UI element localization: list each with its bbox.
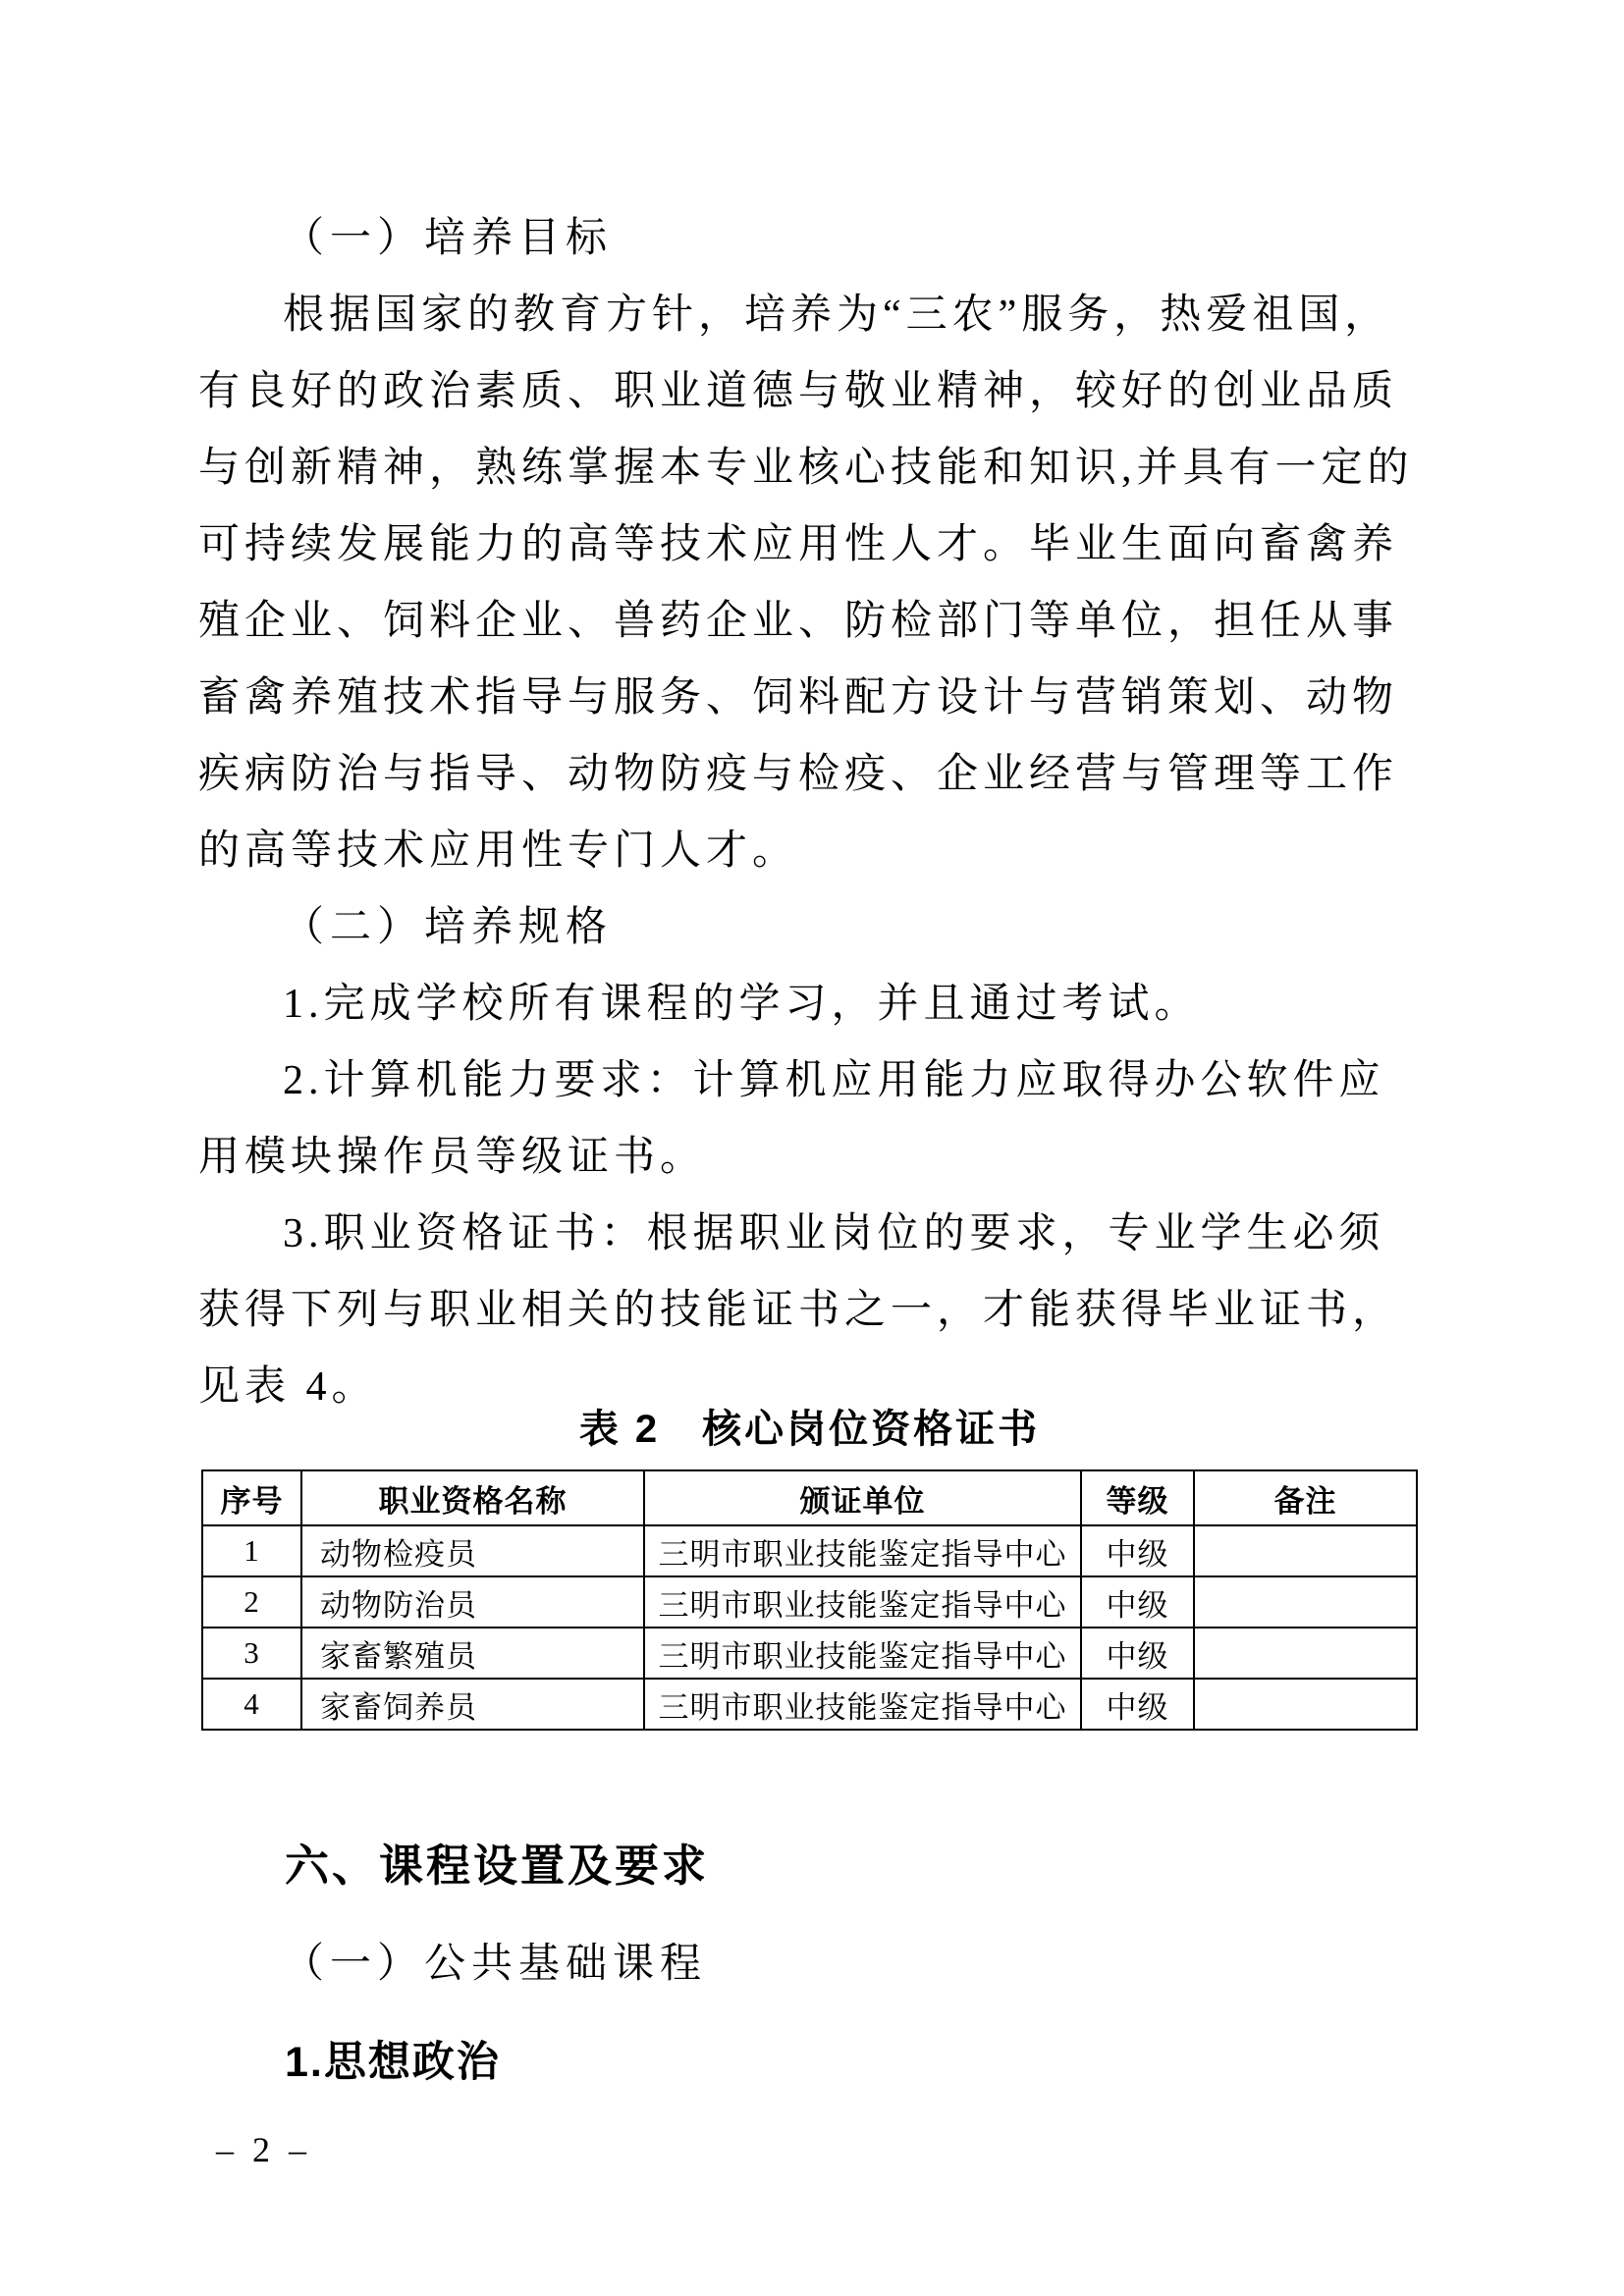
certificate-table — [201, 1469, 1418, 1731]
cell-level: 中级 — [1081, 1628, 1194, 1679]
cell-name: 动物检疫员 — [301, 1525, 644, 1576]
cell-level: 中级 — [1081, 1525, 1194, 1576]
paragraph-line: 3.职业资格证书：根据职业岗位的要求，专业学生必须 — [283, 1211, 1385, 1256]
cell-name: 动物防治员 — [301, 1576, 644, 1628]
paragraph-line: 疾病防治与指导、动物防疫与检疫、企业经营与管理等工作 — [198, 752, 1399, 797]
cell-no: 4 — [202, 1679, 301, 1730]
table-row — [202, 1628, 1417, 1679]
paragraph-line: 有良好的政治素质、职业道德与敬业精神，较好的创业品质 — [198, 369, 1399, 414]
column-header-level: 等级 — [1081, 1470, 1194, 1525]
page-number: – 2 – — [216, 2130, 311, 2169]
column-header-issuer: 颁证单位 — [644, 1470, 1081, 1525]
paragraph-item-3 — [198, 1196, 1421, 1425]
table-row — [202, 1525, 1417, 1576]
cell-level: 中级 — [1081, 1679, 1194, 1730]
table-row — [202, 1679, 1417, 1730]
cell-note — [1194, 1628, 1417, 1679]
cell-issuer: 三明市职业技能鉴定指导中心 — [644, 1576, 1081, 1628]
cell-note — [1194, 1525, 1417, 1576]
paragraph-line: 根据国家的教育方针，培养为“三农”服务，热爱祖国， — [283, 293, 1391, 338]
column-header-note: 备注 — [1194, 1470, 1417, 1525]
cell-level: 中级 — [1081, 1576, 1194, 1628]
paragraph-line: 获得下列与职业相关的技能证书之一，才能获得毕业证书， — [198, 1288, 1399, 1333]
paragraph-line: 与创新精神，熟练掌握本专业核心技能和知识,并具有一定的 — [198, 446, 1414, 491]
column-header-name: 职业资格名称 — [301, 1470, 644, 1525]
cell-note — [1194, 1679, 1417, 1730]
heading-training-objective: （一）培养目标 — [283, 216, 614, 261]
cell-no: 2 — [202, 1576, 301, 1628]
paragraph-line: 见表 4。 — [198, 1364, 378, 1410]
subsection-item-ideology-politics: 1.思想政治 — [285, 2039, 501, 2086]
paragraph-line: 用模块操作员等级证书。 — [198, 1135, 707, 1180]
cell-name: 家畜饲养员 — [301, 1679, 644, 1730]
paragraph-line: 殖企业、饲料企业、兽药企业、防检部门等单位，担任从事 — [198, 599, 1399, 644]
table-row — [202, 1576, 1417, 1628]
cell-name: 家畜繁殖员 — [301, 1628, 644, 1679]
certificate-table-wrapper — [198, 1469, 1421, 1731]
paragraph-line: 1.完成学校所有课程的学习，并且通过考试。 — [283, 982, 1201, 1027]
table-header-row — [202, 1470, 1417, 1525]
paragraph-item-1 — [198, 966, 1421, 1042]
cell-issuer: 三明市职业技能鉴定指导中心 — [644, 1525, 1081, 1576]
paragraph-line: 2.计算机能力要求：计算机应用能力应取得办公软件应 — [283, 1058, 1385, 1103]
heading-training-specification: （二）培养规格 — [283, 905, 614, 950]
cell-issuer: 三明市职业技能鉴定指导中心 — [644, 1679, 1081, 1730]
paragraph-line: 可持续发展能力的高等技术应用性人才。毕业生面向畜禽养 — [198, 522, 1399, 567]
paragraph-training-objective — [198, 277, 1421, 889]
cell-issuer: 三明市职业技能鉴定指导中心 — [644, 1628, 1081, 1679]
section-heading-course-requirements: 六、课程设置及要求 — [285, 1841, 710, 1891]
subsection-heading-public-basic-courses: （一）公共基础课程 — [283, 1942, 708, 1987]
column-header-no: 序号 — [202, 1470, 301, 1525]
cell-note — [1194, 1576, 1417, 1628]
paragraph-line: 的高等技术应用性专门人才。 — [198, 828, 799, 874]
cell-no: 3 — [202, 1628, 301, 1679]
cell-no: 1 — [202, 1525, 301, 1576]
paragraph-item-2 — [198, 1042, 1421, 1196]
table-caption: 表 2 核心岗位资格证书 — [578, 1408, 1041, 1451]
paragraph-line: 畜禽养殖技术指导与服务、饲料配方设计与营销策划、动物 — [198, 675, 1399, 721]
